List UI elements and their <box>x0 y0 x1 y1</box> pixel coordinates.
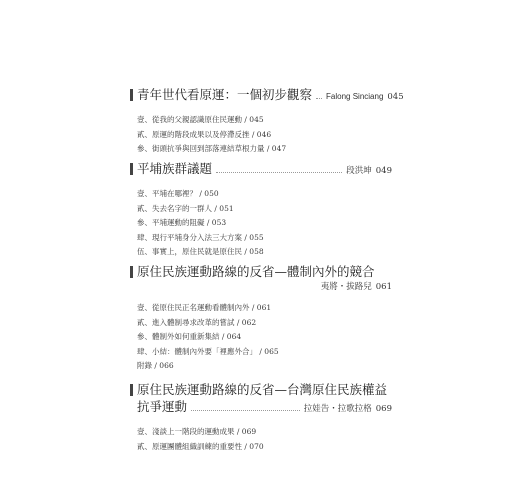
section-heading <box>130 160 392 180</box>
section-author: 拉娃告・拉歌拉格 <box>303 404 372 414</box>
leader-dots <box>316 98 322 99</box>
section-page-number: 069 <box>375 404 392 414</box>
toc-item: 壹、從我的父親認識原住民運動 / 045 <box>137 115 264 124</box>
section-title: 平埔族群議題 <box>137 161 213 176</box>
toc-item: 附錄 / 066 <box>137 361 174 370</box>
toc-item: 肆、小結：體制內外要「裡應外合」 / 065 <box>137 346 279 356</box>
section-items <box>130 113 392 157</box>
toc-item: 壹、平埔在哪裡？ / 050 <box>137 189 219 198</box>
toc-item: 參、平埔運動的阻礙 / 053 <box>137 218 227 227</box>
section-author: Falong Sinciang <box>326 92 384 101</box>
section-heading-continued <box>130 398 392 418</box>
toc-item: 參、街頭抗爭與回到部落連結草根力量 / 047 <box>137 144 287 153</box>
section-page-number: 049 <box>375 166 392 176</box>
section-heading <box>130 381 392 398</box>
section-items <box>130 425 392 454</box>
section-title: 原住民族運動路線的反省—台灣原住民族權益 <box>137 382 388 397</box>
toc-section-4 <box>130 381 392 454</box>
section-page-number: 045 <box>387 92 404 102</box>
section-author-line <box>130 280 392 294</box>
toc-section-2 <box>130 160 392 260</box>
toc-item: 壹、從原住民正名運動看體制內外 / 061 <box>137 303 272 312</box>
toc-item: 貳、進入體制尋求改革的嘗試 / 062 <box>137 317 257 327</box>
toc-item: 肆、現行平埔身分入法三大方案 / 055 <box>137 232 264 242</box>
leader-dots <box>191 410 300 411</box>
section-items <box>130 301 392 374</box>
toc-section-1 <box>130 86 404 157</box>
section-author: 夷將・拔路兒 <box>320 282 372 292</box>
section-heading <box>130 263 392 280</box>
toc-section-3 <box>130 263 392 374</box>
section-items <box>130 187 392 260</box>
section-title: 原住民族運動路線的反省—體制內外的競合 <box>137 264 375 279</box>
section-title-line2: 抗爭運動 <box>137 399 188 414</box>
toc-item: 貳、失去名字的一群人 / 051 <box>137 203 234 213</box>
toc-item: 貳、原運的階段成果以及停滯反挫 / 046 <box>137 129 272 139</box>
toc-item: 貳、原運團體組織訓練的重要性 / 070 <box>137 441 264 451</box>
section-page-number: 061 <box>375 282 392 292</box>
leader-dots <box>216 172 342 173</box>
section-title: 青年世代看原運：一個初步觀察 <box>137 87 313 102</box>
toc-item: 伍、事實上，原住民就是原住民 / 058 <box>137 247 264 256</box>
toc-item: 參、體制外如何重新集結 / 064 <box>137 332 242 341</box>
section-author: 段洪坤 <box>346 166 372 176</box>
section-heading <box>130 86 404 106</box>
toc-item: 壹、淺談上一階段的運動成果 / 069 <box>137 427 257 436</box>
